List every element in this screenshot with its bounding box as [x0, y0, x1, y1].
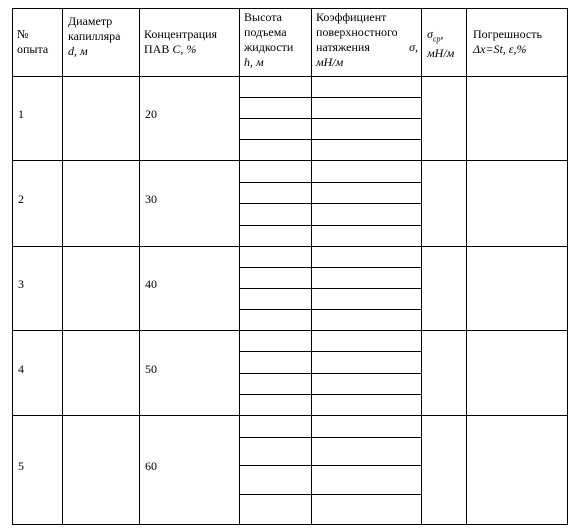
table-border-bottom [12, 524, 568, 525]
header-surface-tension: Коэффициент поверхностного натяжения σ, мН/м [316, 10, 418, 69]
subrow-divider [239, 97, 421, 98]
row-concentration: 50 [145, 362, 157, 376]
header-experiment-number: № опыта [17, 27, 49, 56]
subrow-divider [239, 203, 421, 204]
header-rise-height: Высота подъема жидкости h, м [244, 10, 294, 69]
row-divider [12, 330, 568, 331]
row-divider [12, 415, 568, 416]
row-number: 2 [18, 192, 24, 206]
subrow-divider [239, 309, 421, 310]
header-capillary-diameter: Диаметр капилляра d, м [68, 14, 121, 58]
experiment-table [12, 8, 568, 525]
header-divider [12, 76, 568, 77]
row-concentration: 30 [145, 192, 157, 206]
subrow-divider [239, 182, 421, 183]
table-border-right [567, 8, 568, 525]
subrow-divider [239, 465, 421, 466]
row-number: 3 [18, 277, 24, 291]
column-divider [466, 8, 467, 525]
header-error: Погрешность Δx=St, ε,% [473, 27, 542, 56]
row-concentration: 20 [145, 107, 157, 121]
column-divider [421, 8, 422, 525]
subrow-divider [239, 118, 421, 119]
header-mean-tension: $\sigma_{ср}$, мН/м [427, 27, 455, 61]
subrow-divider [239, 139, 421, 140]
row-divider [12, 246, 568, 247]
table-border-top [12, 8, 568, 9]
table-border-left [12, 8, 13, 525]
column-divider [139, 8, 140, 525]
row-concentration: 40 [145, 277, 157, 291]
subrow-divider [239, 494, 421, 495]
header-concentration: Концентрация ПАВ C, % [144, 27, 218, 56]
row-number: 1 [18, 107, 24, 121]
subrow-divider [239, 351, 421, 352]
subrow-divider [239, 225, 421, 226]
row-number: 5 [18, 459, 24, 473]
subrow-divider [239, 288, 421, 289]
row-divider [12, 160, 568, 161]
subrow-divider [239, 373, 421, 374]
column-divider [62, 8, 63, 525]
subrow-divider [239, 267, 421, 268]
subrow-divider [239, 394, 421, 395]
row-concentration: 60 [145, 459, 157, 473]
row-number: 4 [18, 362, 24, 376]
subrow-divider [239, 437, 421, 438]
